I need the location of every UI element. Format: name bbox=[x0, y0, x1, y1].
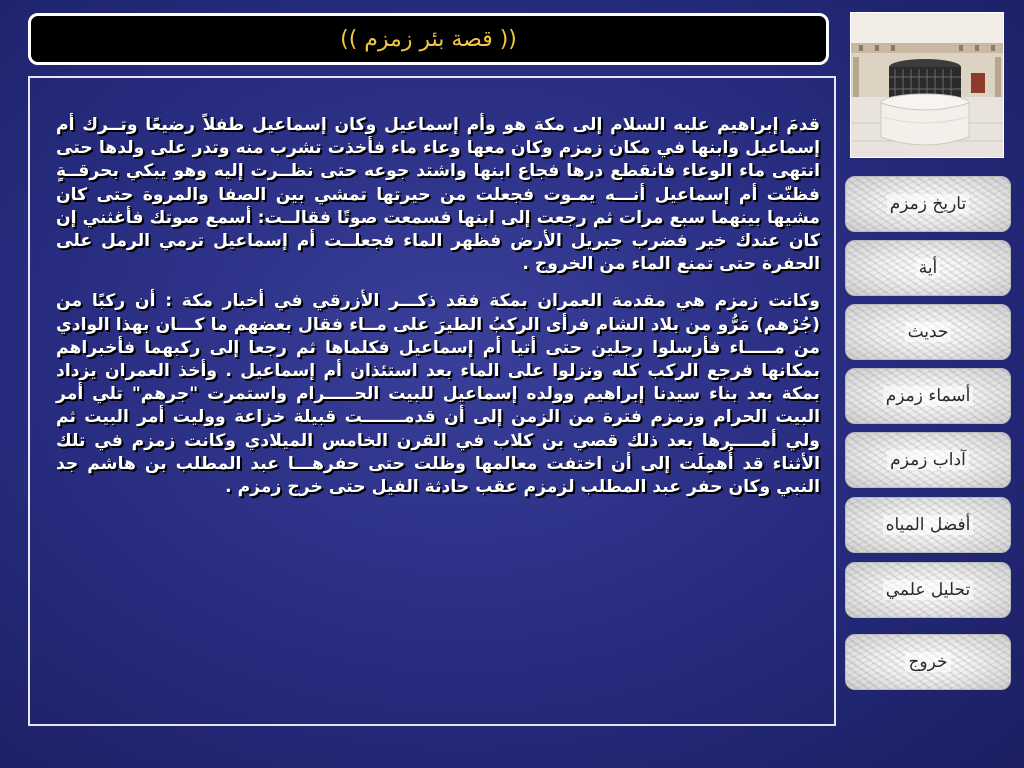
nav-label: أسماء زمزم bbox=[883, 386, 974, 406]
nav-label: حديث bbox=[905, 322, 952, 342]
nav-label: أية bbox=[916, 258, 941, 278]
nav-scientific-analysis-button[interactable] bbox=[845, 562, 1011, 618]
story-paragraph: وكانت زمزم هي مقدمة العمران بمكة فقد ذكـــر الأزرقي في أخبار مكة : أن ركبًا من (جُرْهم) مَرُّو من بلاد الشام فرأى الركبُ الطيرَ على مــاء فقال بعضهم ما كـــان بهذا الوادي من مـــــاء فأرسلوا رجلين حتى أتيا أم إسماعيل فكلماها ثم رجعا إلى ركبهما فأخبراهم بمكانها فرجع الركب كله ونزلوا على الماء بعد استئذان أم إسماعيل . وأخذ العمران يزداد بمكة بعد بناء سيدنا إبراهيم وولده إسماعيل للبيت الحـــــرام واستمرت "جرهم" تلي أمر البيت الحرام وزمزم فترة من الزمن إلى أن قدمـــــــت قبيلة خزاعة ووليت أمر البيت ثم ولي أمـــــرها بعد ذلك قصي بن كلاب في القرن الخامس الميلادي وكانت زمزم في تلك الأثناء قد أُهمِلَت إلى أن اختفت معالمها وظلت حتى حفرهـــا عبد المطلب بن هاشم جد النبي وكان حفر عبد المطلب لزمزم عقب حادثة الفيل حتى خرج زمزم . bbox=[56, 291, 820, 498]
nav-zamzam-etiquette-button[interactable] bbox=[845, 432, 1011, 488]
nav-label: أفضل المياه bbox=[883, 515, 974, 535]
nav-label: تحليل علمي bbox=[883, 580, 974, 600]
nav-zamzam-names-button[interactable] bbox=[845, 368, 1011, 424]
nav-hadith-button[interactable] bbox=[845, 304, 1011, 360]
page-title: (( قصة بئر زمزم )) bbox=[340, 26, 517, 52]
nav-label: آداب زمزم bbox=[887, 450, 969, 470]
story-paragraph: قدمَ إبراهيم عليه السلام إلى مكة هو وأم إسماعيل وكان إسماعيل طفلاً رضيعًا وتــرك أم إسماعيل وابنها في مكان زمزم وكان معها وعاء ماء فأخذت تشرب منه وتدر على ولدها حتى انتهى ماء الوعاء فانقطع درها فجاع ابنها واشتد جوعه حتى نظــرت إليه وهو يبكي بحرقــةٍ فظنّت أم إسماعيل أنـــه يمـوت فجعلت من حيرتها تمشي بين الصفا والمروة حتى كان مشيها بينهما سبع مرات ثم رجعت إلى ابنها فسمعت صوتًا فقالــت: أسمع صوتك فأغثني إن كان عندك خير فضرب جبريل الأرض فظهر الماء فجعلــت أم إسماعيل ترمي الرمل على الحفرة حتى تمنع الماء من الخروج . bbox=[56, 115, 820, 275]
zamzam-well-photo bbox=[850, 12, 1004, 158]
nav-verse-button[interactable] bbox=[845, 240, 1011, 296]
zamzam-well-image bbox=[851, 13, 1003, 157]
nav-zamzam-history-button[interactable] bbox=[845, 176, 1011, 232]
exit-button[interactable] bbox=[845, 634, 1011, 690]
title-bar bbox=[28, 13, 829, 65]
nav-label: خروج bbox=[905, 652, 950, 672]
nav-label: تاريخ زمزم bbox=[887, 194, 969, 214]
nav-best-water-button[interactable] bbox=[845, 497, 1011, 553]
story-text-panel bbox=[28, 76, 836, 726]
